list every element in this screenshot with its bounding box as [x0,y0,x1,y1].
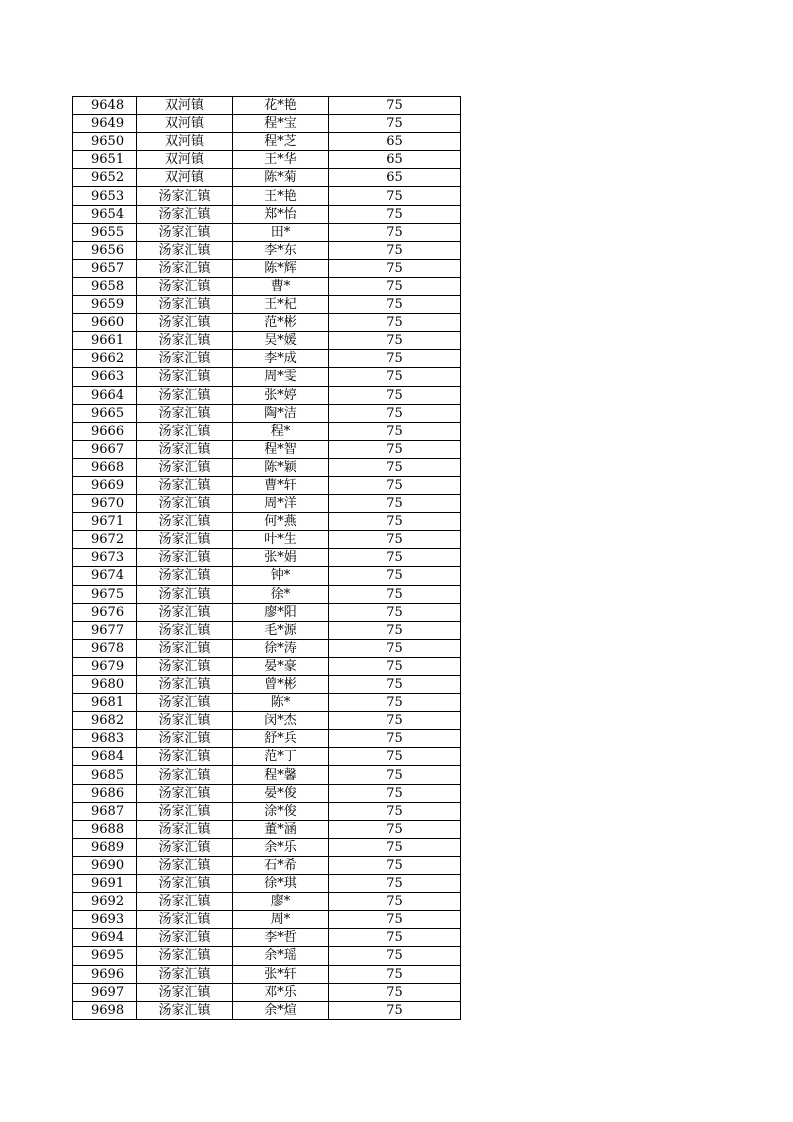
table-row [73,223,461,241]
amount-cell: 75 [329,585,461,603]
table-row [73,929,461,947]
amount-cell: 75 [329,911,461,929]
row-number-cell: 9681 [73,694,137,712]
town-cell: 汤家汇镇 [137,476,233,494]
amount-cell: 75 [329,784,461,802]
table-row [73,676,461,694]
town-cell: 汤家汇镇 [137,386,233,404]
row-number-cell: 9667 [73,440,137,458]
row-number-cell: 9654 [73,205,137,223]
row-number-cell: 9687 [73,802,137,820]
row-number-cell: 9678 [73,639,137,657]
table-row [73,730,461,748]
row-number-cell: 9648 [73,97,137,115]
name-cell: 程* [233,422,329,440]
amount-cell: 75 [329,621,461,639]
town-cell: 汤家汇镇 [137,404,233,422]
row-number-cell: 9682 [73,712,137,730]
amount-cell: 75 [329,422,461,440]
name-cell: 余*瑶 [233,947,329,965]
table-row [73,802,461,820]
name-cell: 毛*源 [233,621,329,639]
table-row [73,259,461,277]
row-number-cell: 9684 [73,748,137,766]
table-row [73,603,461,621]
name-cell: 张*婷 [233,386,329,404]
town-cell: 双河镇 [137,169,233,187]
name-cell: 廖*阳 [233,603,329,621]
town-cell: 汤家汇镇 [137,621,233,639]
amount-cell: 75 [329,838,461,856]
table-row [73,440,461,458]
amount-cell: 75 [329,476,461,494]
name-cell: 程*智 [233,440,329,458]
name-cell: 陈*辉 [233,259,329,277]
name-cell: 张*轩 [233,965,329,983]
amount-cell: 75 [329,404,461,422]
amount-cell: 75 [329,856,461,874]
name-cell: 周* [233,911,329,929]
table-row [73,133,461,151]
row-number-cell: 9695 [73,947,137,965]
row-number-cell: 9676 [73,603,137,621]
row-number-cell: 9651 [73,151,137,169]
town-cell: 汤家汇镇 [137,676,233,694]
table-row [73,965,461,983]
town-cell: 汤家汇镇 [137,296,233,314]
name-cell: 陈* [233,694,329,712]
row-number-cell: 9659 [73,296,137,314]
name-cell: 李*东 [233,241,329,259]
table-row [73,241,461,259]
row-number-cell: 9672 [73,531,137,549]
table-row [73,856,461,874]
amount-cell: 75 [329,296,461,314]
row-number-cell: 9663 [73,368,137,386]
row-number-cell: 9656 [73,241,137,259]
amount-cell: 75 [329,965,461,983]
row-number-cell: 9664 [73,386,137,404]
table-row [73,151,461,169]
town-cell: 汤家汇镇 [137,585,233,603]
table-row [73,838,461,856]
name-cell: 晏*豪 [233,657,329,675]
row-number-cell: 9674 [73,567,137,585]
row-number-cell: 9666 [73,422,137,440]
town-cell: 汤家汇镇 [137,766,233,784]
amount-cell: 75 [329,983,461,1001]
row-number-cell: 9677 [73,621,137,639]
row-number-cell: 9697 [73,983,137,1001]
name-cell: 董*涵 [233,820,329,838]
town-cell: 汤家汇镇 [137,694,233,712]
town-cell: 汤家汇镇 [137,440,233,458]
table-row [73,657,461,675]
table-row [73,350,461,368]
table-row [73,893,461,911]
table-row [73,567,461,585]
name-cell: 徐*琪 [233,875,329,893]
name-cell: 舒*兵 [233,730,329,748]
amount-cell: 75 [329,259,461,277]
row-number-cell: 9670 [73,495,137,513]
amount-cell: 75 [329,549,461,567]
name-cell: 范*丁 [233,748,329,766]
town-cell: 汤家汇镇 [137,567,233,585]
table-row [73,513,461,531]
name-cell: 周*洋 [233,495,329,513]
table-row [73,314,461,332]
amount-cell: 75 [329,314,461,332]
row-number-cell: 9688 [73,820,137,838]
data-table [72,96,461,1020]
table-row [73,947,461,965]
name-cell: 程*宝 [233,115,329,133]
amount-cell: 75 [329,368,461,386]
row-number-cell: 9696 [73,965,137,983]
name-cell: 吴*媛 [233,332,329,350]
table-row [73,277,461,295]
row-number-cell: 9658 [73,277,137,295]
amount-cell: 75 [329,205,461,223]
amount-cell: 75 [329,639,461,657]
amount-cell: 75 [329,458,461,476]
table-row [73,712,461,730]
name-cell: 周*雯 [233,368,329,386]
name-cell: 徐*涛 [233,639,329,657]
amount-cell: 75 [329,386,461,404]
amount-cell: 75 [329,748,461,766]
amount-cell: 75 [329,603,461,621]
town-cell: 双河镇 [137,151,233,169]
table-row [73,205,461,223]
amount-cell: 75 [329,440,461,458]
amount-cell: 75 [329,657,461,675]
amount-cell: 75 [329,929,461,947]
name-cell: 程*馨 [233,766,329,784]
name-cell: 陈*颖 [233,458,329,476]
town-cell: 汤家汇镇 [137,332,233,350]
name-cell: 田* [233,223,329,241]
name-cell: 王*杞 [233,296,329,314]
town-cell: 汤家汇镇 [137,241,233,259]
table-row [73,187,461,205]
name-cell: 闵*杰 [233,712,329,730]
town-cell: 汤家汇镇 [137,223,233,241]
table-row [73,621,461,639]
row-number-cell: 9652 [73,169,137,187]
row-number-cell: 9693 [73,911,137,929]
name-cell: 张*娟 [233,549,329,567]
name-cell: 石*希 [233,856,329,874]
name-cell: 曹*轩 [233,476,329,494]
amount-cell: 75 [329,97,461,115]
name-cell: 陈*菊 [233,169,329,187]
row-number-cell: 9662 [73,350,137,368]
town-cell: 汤家汇镇 [137,458,233,476]
town-cell: 汤家汇镇 [137,549,233,567]
town-cell: 汤家汇镇 [137,603,233,621]
name-cell: 曹* [233,277,329,295]
table-row [73,115,461,133]
town-cell: 汤家汇镇 [137,259,233,277]
row-number-cell: 9669 [73,476,137,494]
amount-cell: 75 [329,802,461,820]
table-row [73,169,461,187]
row-number-cell: 9680 [73,676,137,694]
table-body [73,97,461,1020]
amount-cell: 75 [329,875,461,893]
town-cell: 汤家汇镇 [137,965,233,983]
name-cell: 徐* [233,585,329,603]
town-cell: 汤家汇镇 [137,820,233,838]
row-number-cell: 9660 [73,314,137,332]
town-cell: 汤家汇镇 [137,422,233,440]
town-cell: 汤家汇镇 [137,277,233,295]
name-cell: 李*哲 [233,929,329,947]
town-cell: 汤家汇镇 [137,856,233,874]
row-number-cell: 9675 [73,585,137,603]
row-number-cell: 9661 [73,332,137,350]
table-row [73,549,461,567]
name-cell: 何*燕 [233,513,329,531]
town-cell: 汤家汇镇 [137,712,233,730]
town-cell: 汤家汇镇 [137,947,233,965]
table-row [73,748,461,766]
table-row [73,694,461,712]
table-row [73,531,461,549]
row-number-cell: 9686 [73,784,137,802]
town-cell: 汤家汇镇 [137,495,233,513]
town-cell: 汤家汇镇 [137,875,233,893]
row-number-cell: 9671 [73,513,137,531]
table-row [73,296,461,314]
amount-cell: 75 [329,495,461,513]
town-cell: 汤家汇镇 [137,730,233,748]
town-cell: 汤家汇镇 [137,657,233,675]
amount-cell: 75 [329,694,461,712]
amount-cell: 75 [329,513,461,531]
name-cell: 范*彬 [233,314,329,332]
name-cell: 曾*彬 [233,676,329,694]
town-cell: 双河镇 [137,97,233,115]
table-row [73,368,461,386]
town-cell: 汤家汇镇 [137,838,233,856]
amount-cell: 65 [329,151,461,169]
table-row [73,495,461,513]
amount-cell: 75 [329,115,461,133]
row-number-cell: 9685 [73,766,137,784]
row-number-cell: 9650 [73,133,137,151]
table-row [73,1001,461,1019]
table-row [73,386,461,404]
row-number-cell: 9689 [73,838,137,856]
table-row [73,983,461,1001]
amount-cell: 75 [329,332,461,350]
amount-cell: 75 [329,766,461,784]
amount-cell: 75 [329,820,461,838]
name-cell: 陶*洁 [233,404,329,422]
amount-cell: 65 [329,169,461,187]
row-number-cell: 9655 [73,223,137,241]
name-cell: 程*芝 [233,133,329,151]
amount-cell: 75 [329,947,461,965]
amount-cell: 75 [329,730,461,748]
row-number-cell: 9683 [73,730,137,748]
amount-cell: 75 [329,223,461,241]
town-cell: 汤家汇镇 [137,929,233,947]
town-cell: 汤家汇镇 [137,314,233,332]
town-cell: 汤家汇镇 [137,784,233,802]
name-cell: 邓*乐 [233,983,329,1001]
amount-cell: 75 [329,187,461,205]
name-cell: 李*成 [233,350,329,368]
table-row [73,875,461,893]
table-row [73,332,461,350]
name-cell: 郑*怡 [233,205,329,223]
table-row [73,585,461,603]
name-cell: 余*煊 [233,1001,329,1019]
town-cell: 汤家汇镇 [137,205,233,223]
row-number-cell: 9679 [73,657,137,675]
town-cell: 汤家汇镇 [137,1001,233,1019]
row-number-cell: 9698 [73,1001,137,1019]
row-number-cell: 9653 [73,187,137,205]
table-row [73,404,461,422]
town-cell: 汤家汇镇 [137,187,233,205]
name-cell: 涂*俊 [233,802,329,820]
town-cell: 双河镇 [137,133,233,151]
table-row [73,639,461,657]
amount-cell: 75 [329,350,461,368]
amount-cell: 75 [329,676,461,694]
name-cell: 余*乐 [233,838,329,856]
row-number-cell: 9692 [73,893,137,911]
name-cell: 钟* [233,567,329,585]
town-cell: 汤家汇镇 [137,893,233,911]
name-cell: 王*华 [233,151,329,169]
row-number-cell: 9694 [73,929,137,947]
town-cell: 汤家汇镇 [137,350,233,368]
table-row [73,422,461,440]
table-row [73,458,461,476]
amount-cell: 65 [329,133,461,151]
town-cell: 汤家汇镇 [137,802,233,820]
town-cell: 汤家汇镇 [137,513,233,531]
town-cell: 双河镇 [137,115,233,133]
town-cell: 汤家汇镇 [137,368,233,386]
amount-cell: 75 [329,241,461,259]
row-number-cell: 9649 [73,115,137,133]
table-row [73,784,461,802]
town-cell: 汤家汇镇 [137,748,233,766]
name-cell: 花*艳 [233,97,329,115]
amount-cell: 75 [329,567,461,585]
row-number-cell: 9665 [73,404,137,422]
amount-cell: 75 [329,277,461,295]
town-cell: 汤家汇镇 [137,911,233,929]
amount-cell: 75 [329,531,461,549]
name-cell: 王*艳 [233,187,329,205]
name-cell: 晏*俊 [233,784,329,802]
table-row [73,476,461,494]
amount-cell: 75 [329,1001,461,1019]
row-number-cell: 9668 [73,458,137,476]
table-row [73,97,461,115]
amount-cell: 75 [329,712,461,730]
town-cell: 汤家汇镇 [137,983,233,1001]
town-cell: 汤家汇镇 [137,531,233,549]
amount-cell: 75 [329,893,461,911]
row-number-cell: 9673 [73,549,137,567]
row-number-cell: 9691 [73,875,137,893]
name-cell: 廖* [233,893,329,911]
table-row [73,766,461,784]
row-number-cell: 9690 [73,856,137,874]
row-number-cell: 9657 [73,259,137,277]
town-cell: 汤家汇镇 [137,639,233,657]
table-row [73,911,461,929]
name-cell: 叶*生 [233,531,329,549]
table-row [73,820,461,838]
